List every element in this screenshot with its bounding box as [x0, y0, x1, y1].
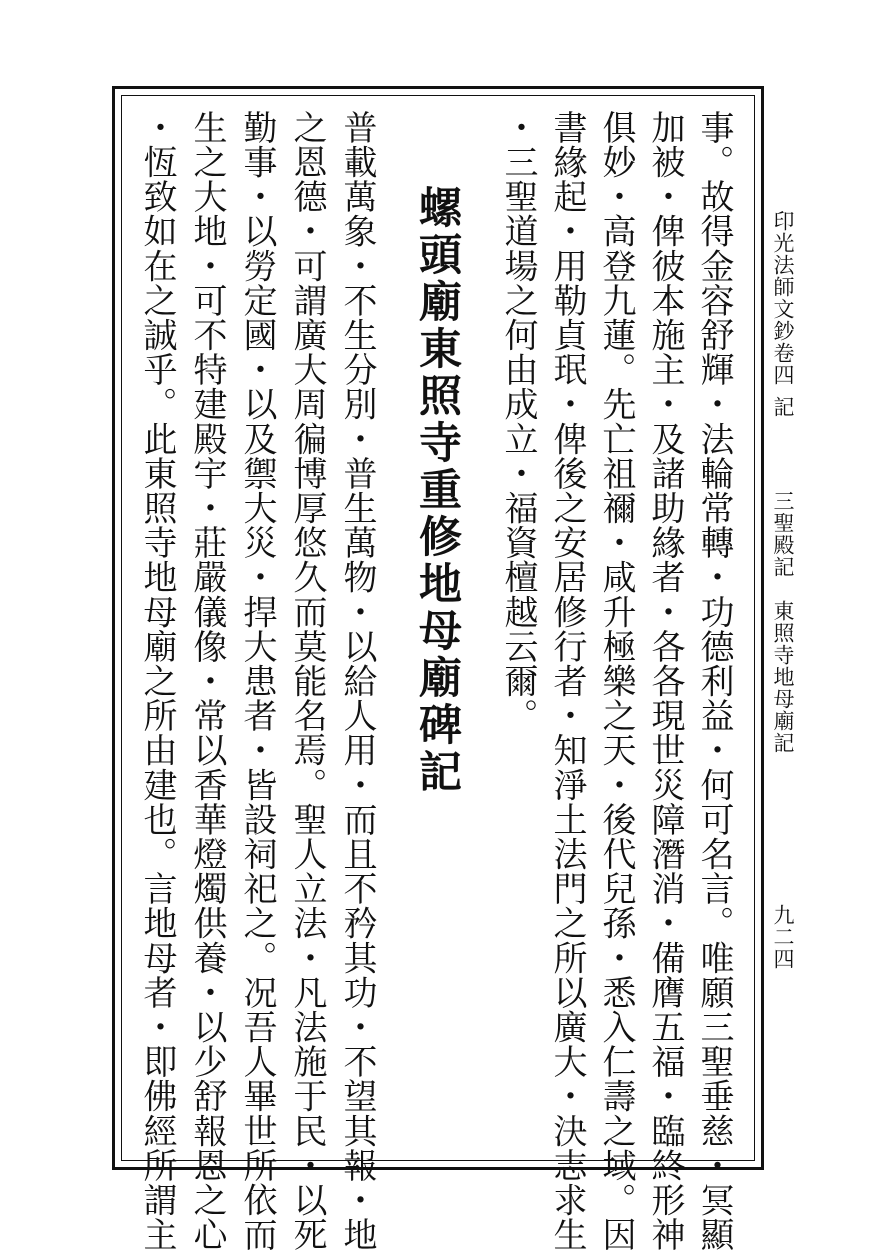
section-category: 記 — [771, 396, 795, 418]
text-column-7: 之恩德・可謂廣大周徧博厚悠久而莫能名焉。聖人立法・凡法施于民・以死 — [287, 110, 327, 1252]
essay-title: 螺頭廟東照寺重修地母廟碑記 — [412, 185, 462, 796]
text-column-6: 普載萬象・不生分別・普生萬物・以給人用・而且不矜其功・不望其報・地 — [337, 110, 377, 1252]
text-column-10: ・恆致如在之誠乎。此東照寺地母廟之所由建也。言地母者・即佛經所謂主 — [137, 110, 177, 1252]
text-column-2: 加被・俾彼本施主・及諸助緣者・各各現世災障潛消・備膺五福・臨終形神 — [645, 110, 685, 1252]
text-column-4: 書緣起・用勒貞珉・俾後之安居修行者・知淨土法門之所以廣大・決志求生 — [547, 110, 587, 1252]
text-column-8: 勤事・以勞定國・以及禦大災・捍大患者・皆設祠祀之。况吾人畢世所依而 — [237, 110, 277, 1252]
page-number: 九二四 — [771, 904, 795, 970]
text-column-1: 事。故得金容舒輝・法輪常轉・功德利益・何可名言。唯願三聖垂慈・冥顯 — [694, 110, 734, 1252]
text-column-3: 俱妙・高登九蓮。先亡祖禰・咸升極樂之天・後代兒孫・悉入仁壽之域。因 — [596, 110, 636, 1252]
section-titles: 三聖殿記 東照寺地母廟記 — [771, 490, 795, 754]
text-column-5: ・三聖道場之何由成立・福資檀越云爾。 — [498, 110, 538, 733]
book-title: 印光法師文鈔卷四 — [771, 210, 795, 386]
text-column-9: 生之大地・可不特建殿宇・莊嚴儀像・常以香華燈燭供養・以少舒報恩之心 — [187, 110, 227, 1252]
